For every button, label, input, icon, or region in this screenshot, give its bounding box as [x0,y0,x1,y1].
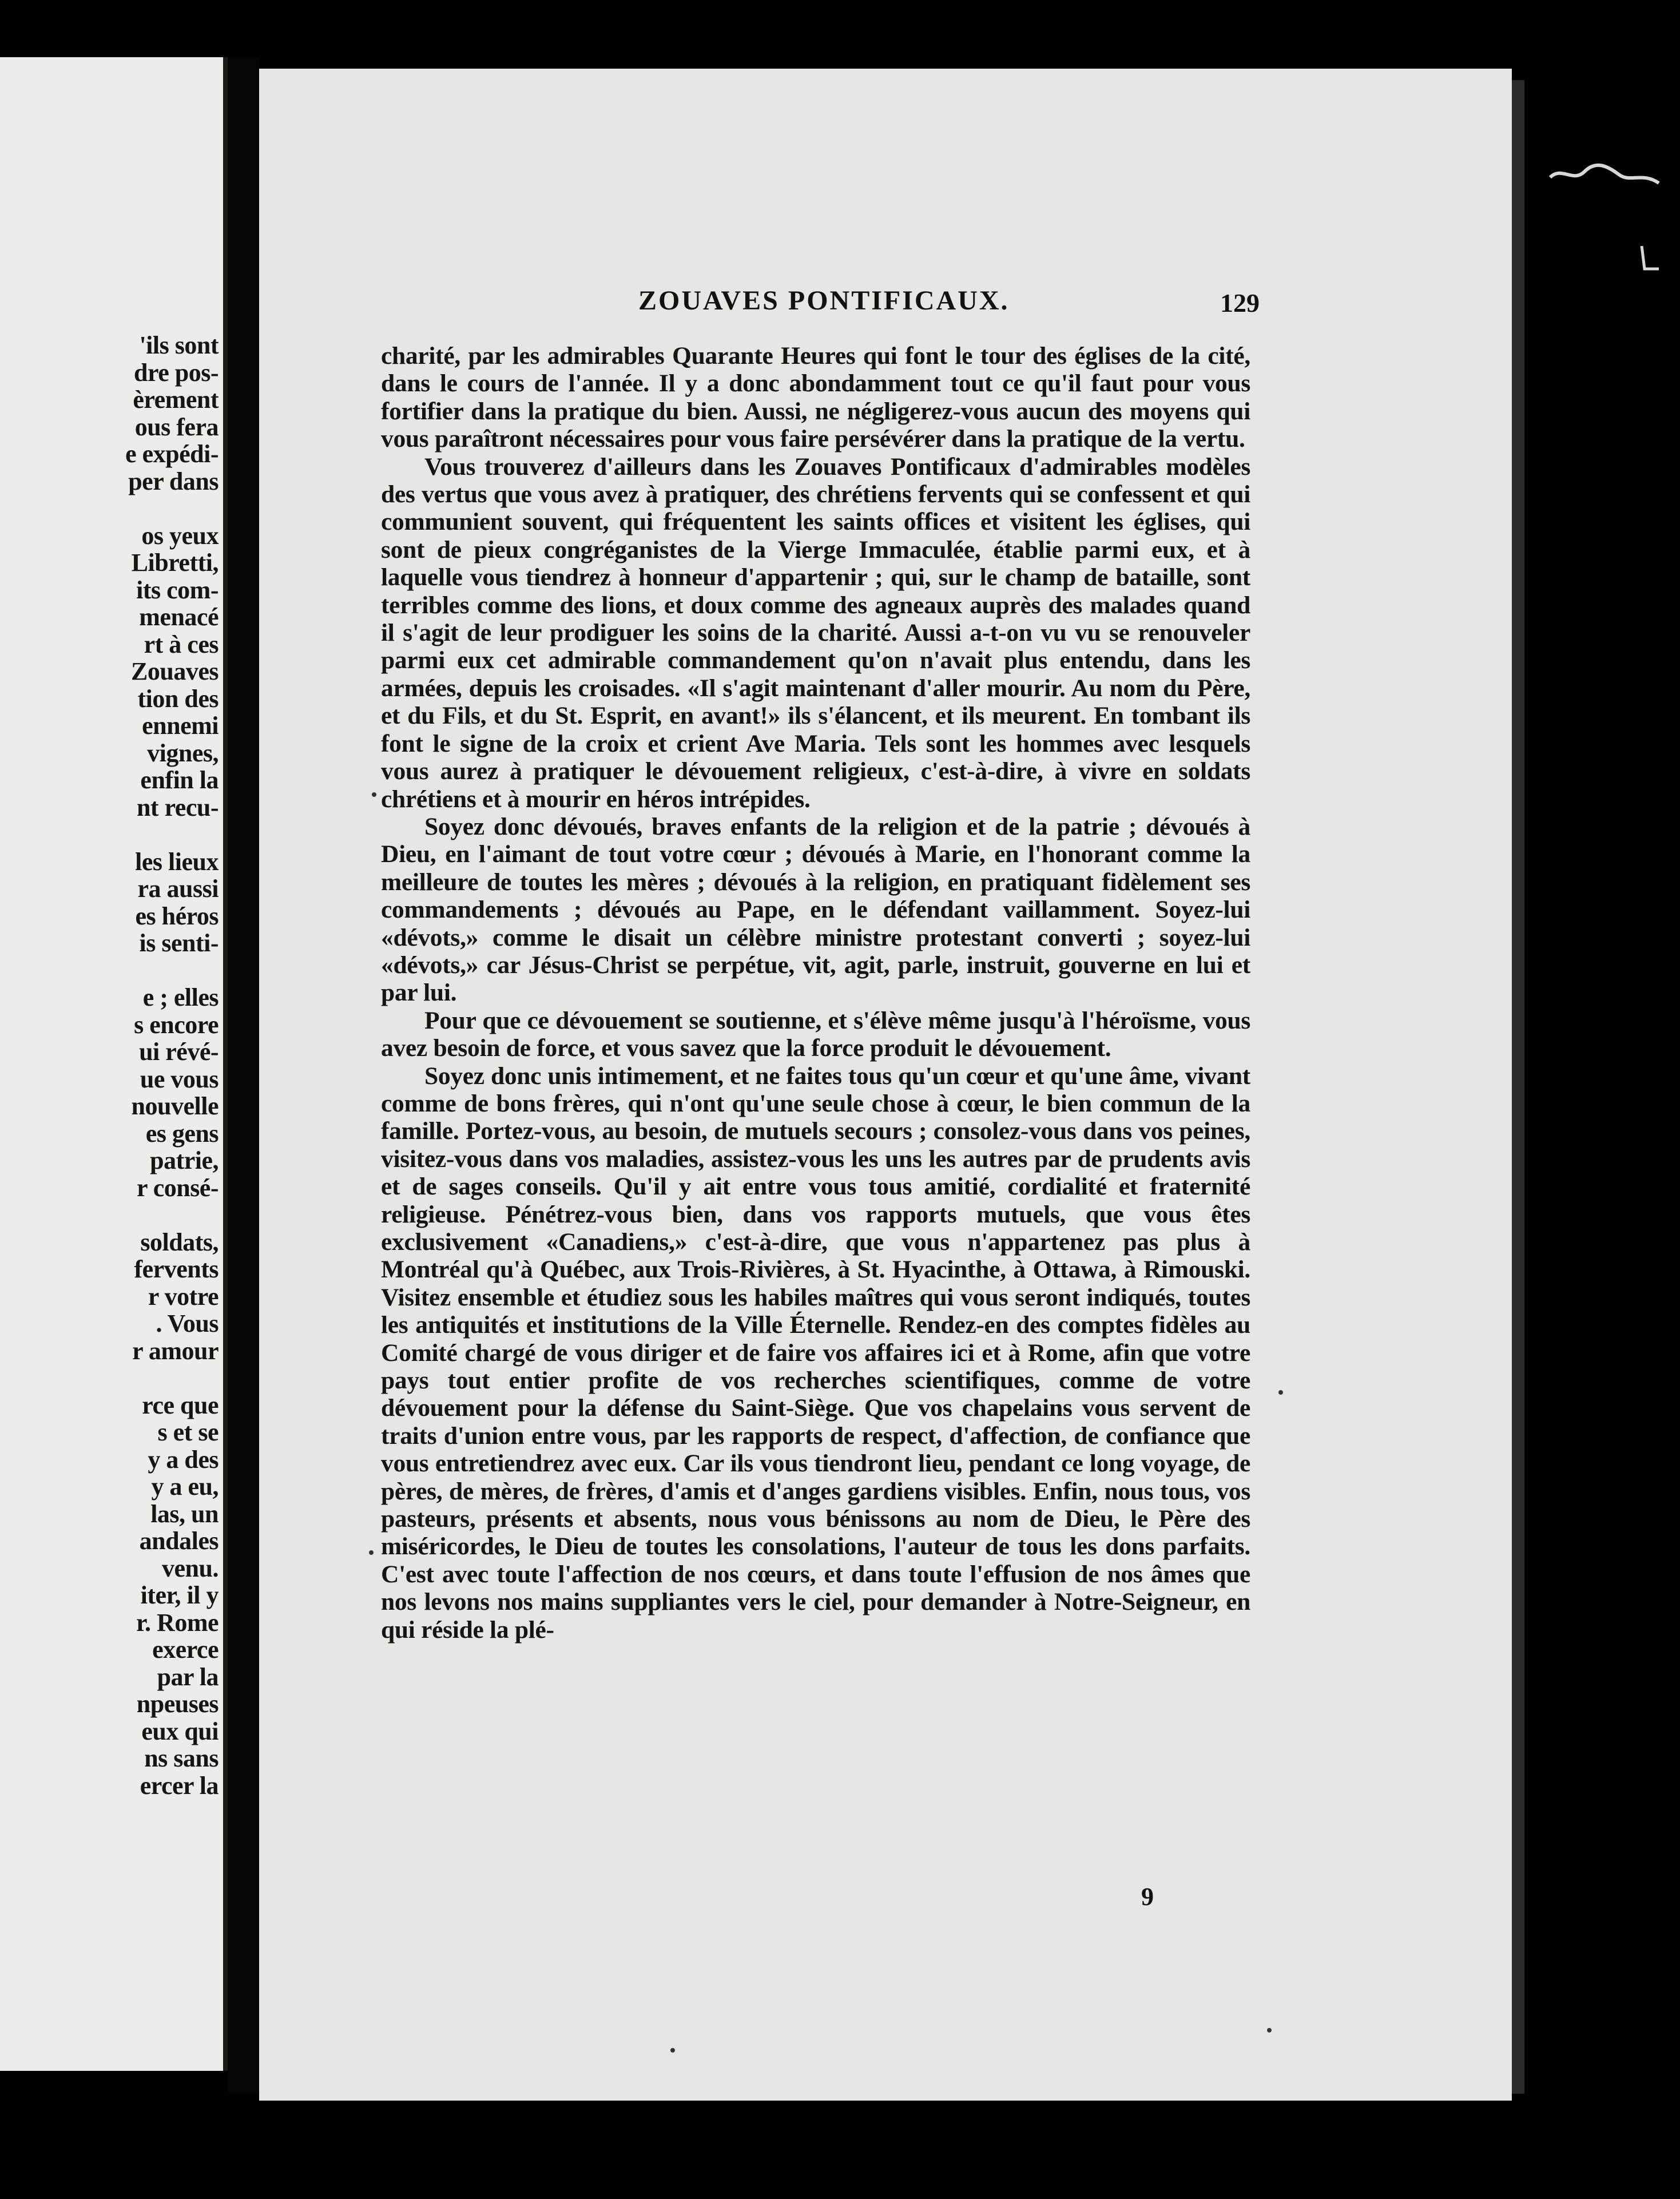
margin-pen-marks [1544,132,1676,303]
facing-page-line: r. Rome [136,1608,219,1637]
facing-page-line: fervents [134,1255,219,1283]
facing-page-line: r votre [148,1282,219,1311]
facing-page-line: 'ils sont [139,331,219,359]
facing-page-line: ns sans [144,1744,219,1772]
facing-page-line: exerce [152,1636,219,1664]
facing-page-line: menacé [139,603,219,631]
facing-page-line: its com- [136,575,219,604]
facing-page-line: r consé- [136,1173,219,1202]
facing-page-line: e expédi- [125,440,219,468]
facing-page-line: andales [139,1527,219,1555]
facing-page-line: venu. [162,1554,219,1582]
facing-page-line: enfin la [140,766,219,794]
facing-page-line: patrie, [150,1146,219,1174]
facing-page-line: es héros [135,902,219,930]
page-number: 129 [1220,288,1260,317]
facing-page-line [125,957,219,985]
paragraph: Pour que ce dévouement se soutienne, et s'élève même jusqu'à l'héroïsme, vous avez besoin de force, et vous savez que la force produit le dévouement. [381,1006,1250,1062]
facing-page-line: iter, il y [140,1581,219,1609]
scan-speck [1278,1390,1283,1395]
paragraph: Soyez donc dévoués, braves enfants de la religion et de la patrie ; dévoués à Dieu, en l'aimant de tout votre cœur ; dévoués à Marie, en l'honorant comme la meilleure de toutes les mères ; dévoués à la religion, en pratiquant fidèlement ses commandements ; dévoués au Pape, en le défendant vaillamment. Soyez-lui «dévots,» comme le disait un célèbre ministre protestant converti ; soyez-lui «dévots,» car Jésus-Christ se perpétue, vit, agit, parle, instruit, gouverne en lui et par lui. [381,812,1250,1007]
facing-page-line: y a des [148,1445,219,1474]
facing-page-line: nt recu- [136,793,219,821]
facing-page-line [125,495,219,522]
facing-page-line [125,821,219,848]
facing-page-line [125,1201,219,1229]
body-text [381,342,1250,1644]
facing-page-line: ercer la [140,1771,219,1800]
facing-page-line: ue vous [140,1065,219,1093]
facing-page-line: r amour [132,1336,219,1365]
facing-page-line: e ; elles [142,983,219,1011]
facing-page-line: es gens [145,1119,219,1148]
facing-page-line: is senti- [139,929,219,957]
scan-speck [372,792,376,797]
facing-page-line: y a eu, [151,1472,219,1501]
facing-page-line: ous fera [134,412,219,441]
facing-page-line: Libretti, [131,549,219,577]
facing-page-line: s et se [157,1418,219,1446]
facing-page-line: ennemi [142,712,219,740]
facing-page-line: ui révé- [139,1038,219,1066]
page-edge-shadow [1512,80,1524,2094]
facing-page-line: os yeux [141,521,219,550]
facing-page-line: dre pos- [134,358,219,387]
facing-page-line: vignes, [147,739,219,767]
running-title: ZOUAVES PONTIFICAUX. [638,285,1010,316]
facing-page-line [125,1364,219,1392]
facing-page-line: npeuses [136,1690,219,1718]
facing-page-line: nouvelle [131,1092,219,1120]
paragraph: Soyez donc unis intimement, et ne faites tous qu'un cœur et qu'une âme, vivant comme de bons frères, qui n'ont qu'une seule chose à cœur, le bien commun de la famille. Portez-vous, au besoin, de mutuels secours ; consolez-vous dans vos peines, visitez-vous dans vos maladies, assistez-vous les uns les autres par de prudents avis et de sages conseils. Qu'il y ait entre vous tous amitié, cordialité et fraternité religieuse. Pénétrez-vous bien, dans vos rapports mutuels, que vous êtes exclusivement «Canadiens,» c'est-à-dire, que vous n'appartenez pas plus à Montréal qu'à Québec, aux Trois-Rivières, à St. Hyacinthe, à Ottawa, à Rimouski. Visitez ensemble et étudiez sous les habiles maîtres qui vous seront indiqués, toutes les antiquités et institutions de la Ville Éternelle. Rendez-en des comptes fidèles au Comité chargé de vous diriger et de faire vos affaires ici et à Rome, afin que votre pays tout entier profite de vos recherches scientifiques, comme de votre dévouement pour la défense du Saint-Siège. Que vos chapelains vous servent de traits d'union entre vous, par les rapports de respect, d'affection, de confiance que vous entretiendrez avec eux. Car ils vous tiendront lieu, pendant ce long voyage, de pères, de mères, de frères, d'amis et d'anges gardiens visibles. Enfin, nous tous, vos pasteurs, présents et absents, nous vous bénissons au nom de Dieu, le Père des miséricordes, le Dieu de toutes les consolations, l'auteur de tous les dons parfaits. C'est avec toute l'affection de nos cœurs, et dans toute l'effusion de nos âmes que nos levons nos mains suppliantes vers le ciel, pour demander à Notre-Seigneur, en qui réside la plé- [381,1062,1250,1644]
scan-speck [670,2048,675,2053]
facing-page-line: per dans [128,467,219,495]
facing-page-line: las, un [150,1499,219,1528]
facing-page-line: Zouaves [131,657,219,685]
scan-speck [369,1550,374,1555]
facing-page-text-fragments [125,332,219,1799]
facing-page-line: tion des [137,684,219,713]
facing-page-left [0,57,228,2071]
facing-page-line: èrement [133,386,219,414]
page-header [638,285,1262,325]
facing-page-line: s encore [134,1010,219,1039]
facing-page-line: soldats, [140,1228,219,1256]
signature-mark: 9 [1141,1883,1154,1911]
scan-speck [1267,2028,1272,2033]
book-gutter [228,57,259,2094]
facing-page-line: par la [157,1662,219,1691]
facing-page-line: . Vous [156,1309,219,1337]
facing-page-line: eux qui [141,1717,219,1745]
paragraph: charité, par les admirables Quarante Heures qui font le tour des églises de la cité, dans le cours de l'année. Il y a donc abondamment tout ce qu'il faut pour vous fortifier dans la pratique du bien. Aussi, ne négligerez-vous aucun des moyens qui vous paraîtront nécessaires pour vous faire persévérer dans la pratique de la vertu. [381,342,1250,453]
facing-page-line: rce que [142,1391,219,1419]
facing-page-line: les lieux [135,847,219,876]
facing-page-line: rt à ces [144,630,219,658]
facing-page-line: ra aussi [137,875,219,903]
paragraph: Vous trouverez d'ailleurs dans les Zouaves Pontificaux d'admirables modèles des vertus que vous avez à pratiquer, des chrétiens fervents qui se confessent et qui communient souvent, qui fréquentent les saints offices et visitent les églises, qui sont de pieux congréganistes de la Vierge Immaculée, établie parmi eux, et à laquelle vous tiendrez à honneur d'appartenir ; qui, sur le champ de bataille, sont terribles comme des lions, et doux comme des agneaux auprès des malades quand il s'agit de leur prodiguer les soins de la charité. Aussi a-t-on vu vu se renouveler parmi eux cet admirable commandement qu'on n'avait plus entendu, dans les armées, depuis les croisades. «Il s'agit maintenant d'aller mourir. Au nom du Père, et du Fils, et du St. Esprit, en avant!» ils s'élancent, et ils meurent. En tombant ils font le signe de la croix et crient Ave Maria. Tels sont les hommes avec lesquels vous aurez à pratiquer le dévouement religieux, c'est-à-dire, à vivre en soldats chrétiens et à mourir en héros intrépides. [381,452,1250,813]
